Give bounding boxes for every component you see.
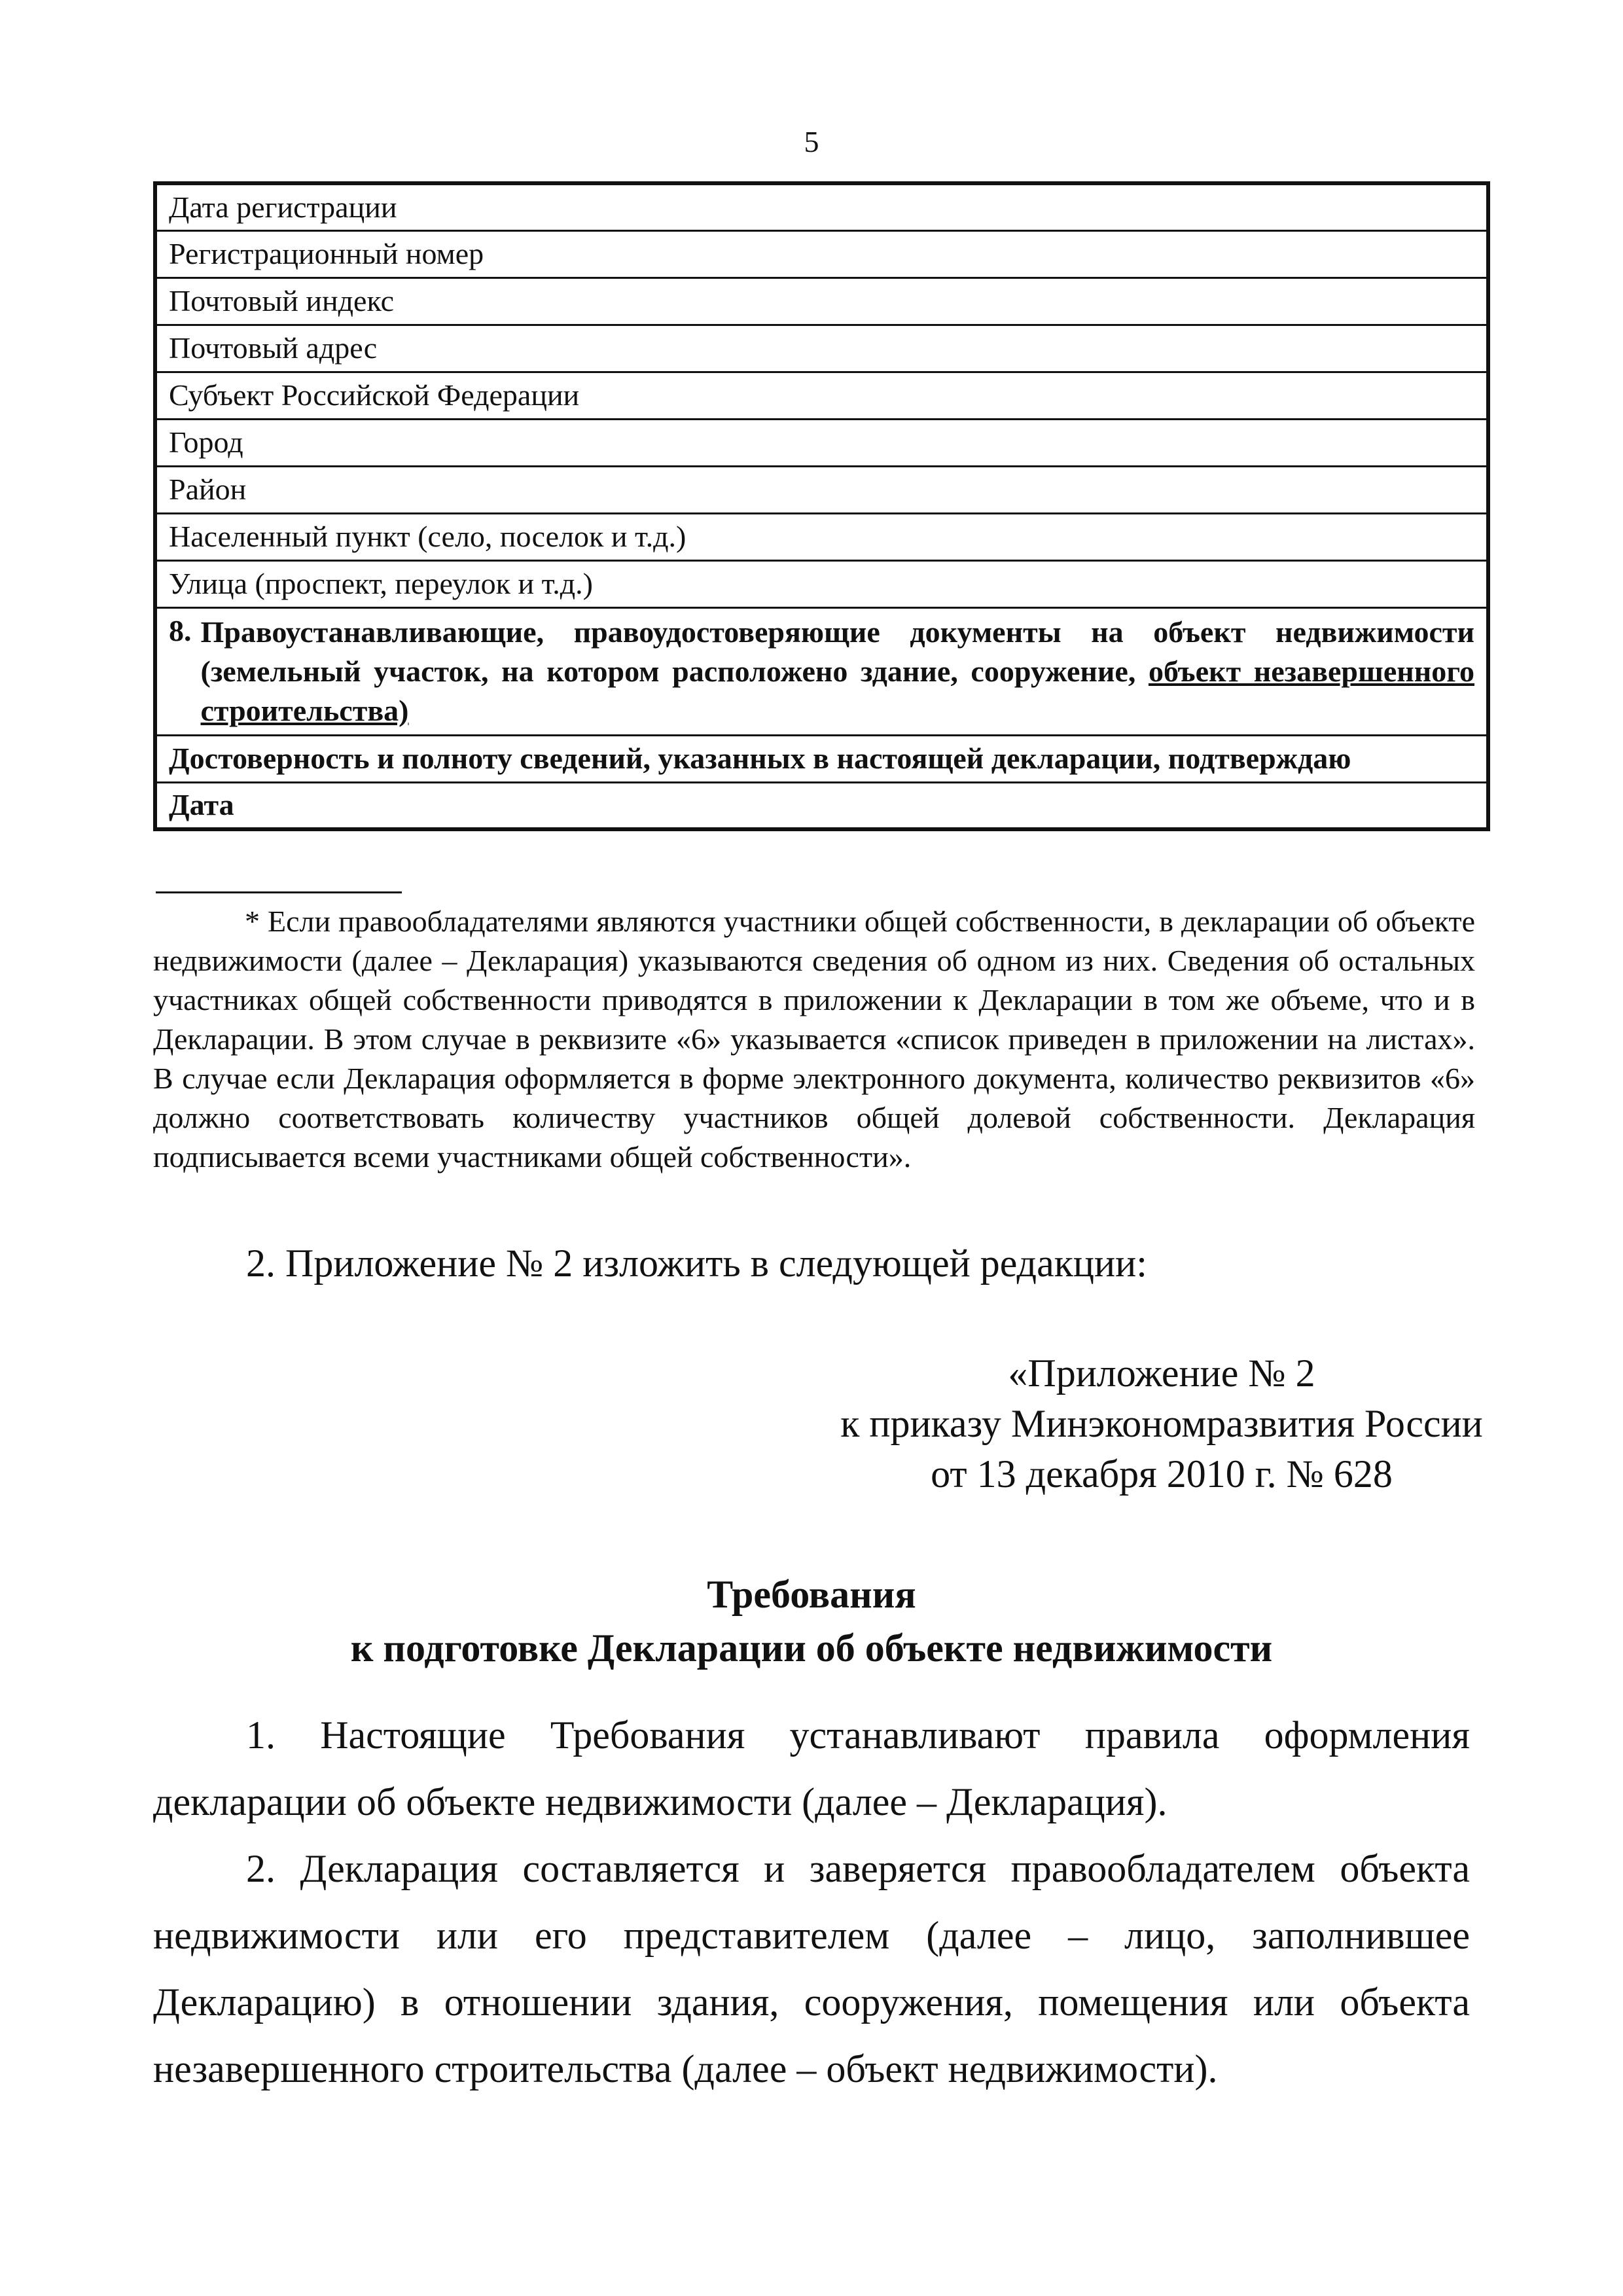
section-8-cell (155, 607, 1488, 735)
table-row (155, 230, 1488, 278)
field-city: Город (155, 419, 1488, 466)
requirement-paragraph-2: 2. Декларация составляется и заверяется правообладателем объекта недвижимости или его представителем (далее – лицо, заполнившее Декларацию) в отношении здания, сооружения, помещения или объекта незавершенного строительства (далее – объект недвижимости). (153, 1847, 1470, 2090)
table-row (155, 372, 1488, 419)
table-row (155, 560, 1488, 607)
table-row (155, 513, 1488, 560)
document-title: Требования (707, 1573, 916, 1616)
table-row (155, 278, 1488, 325)
footnote-divider (156, 891, 402, 893)
table-row (155, 325, 1488, 372)
field-registration-date: Дата регистрации (155, 183, 1488, 230)
section-8-text (201, 613, 1475, 730)
field-district: Район (155, 466, 1488, 513)
section-8-number: 8. (169, 613, 192, 647)
appendix-line-1: «Приложение № 2 (1008, 1352, 1315, 1395)
confirmation-row: Достоверность и полноту сведений, указанных в настоящей декларации, подтверждаю (155, 735, 1488, 782)
field-federal-subject: Субъект Российской Федерации (155, 372, 1488, 419)
date-row: Дата (155, 782, 1488, 829)
page-number: 5 (804, 125, 819, 158)
appendix-line-2: к приказу Минэкономразвития России (840, 1402, 1483, 1445)
amendment-paragraph: 2. Приложение № 2 изложить в следующей редакции: (246, 1242, 1147, 1285)
table-row (155, 735, 1488, 782)
appendix-line-3: от 13 декабря 2010 г. № 628 (931, 1452, 1393, 1496)
requirement-paragraph-1: 1. Настоящие Требования устанавливают правила оформления декларации об объекте недвижимости (далее – Декларация). (153, 1713, 1470, 1823)
field-postal-address: Почтовый адрес (155, 325, 1488, 372)
declaration-form-table (153, 181, 1490, 831)
field-settlement: Населенный пункт (село, поселок и т.д.) (155, 513, 1488, 560)
table-row (155, 183, 1488, 230)
table-row (155, 466, 1488, 513)
section-8-text-main: Правоустанавливающие, правоудостоверяющие документы на объект недвижимости (земельный участок, на котором расположено здание, сооружение, (200, 615, 1474, 688)
footnote-indent (153, 905, 245, 938)
appendix-header (772, 1348, 1551, 1499)
field-postal-code: Почтовый индекс (155, 278, 1488, 325)
section-8 (169, 609, 1474, 734)
footnote (153, 902, 1475, 1177)
footnote-text: * Если правообладателями являются участники общей собственности, в декларации об объекте недвижимости (далее – Декларация) указываются сведения об одном из них. Сведения об остальных участниках общей собственности приводятся в приложении к Декларации в том же объеме, что и в Декларации. В этом случае в реквизите «6» указывается «список приведен в приложении на листах». В случае если Декларация оформляется в форме электронного документа, количество реквизитов «6» должно соответствовать количеству участников общей долевой собственности. Декларация подписывается всеми участниками общей собственности». (153, 905, 1475, 1174)
document-subtitle: к подготовке Декларации об объекте недвижимости (350, 1626, 1273, 1670)
table-row (155, 607, 1488, 735)
section-8-text-underlined: объект незавершенного строительства) (200, 654, 1474, 727)
table-row (155, 782, 1488, 829)
field-street: Улица (проспект, переулок и т.д.) (155, 560, 1488, 607)
table-row (155, 419, 1488, 466)
field-registration-number: Регистрационный номер (155, 230, 1488, 278)
